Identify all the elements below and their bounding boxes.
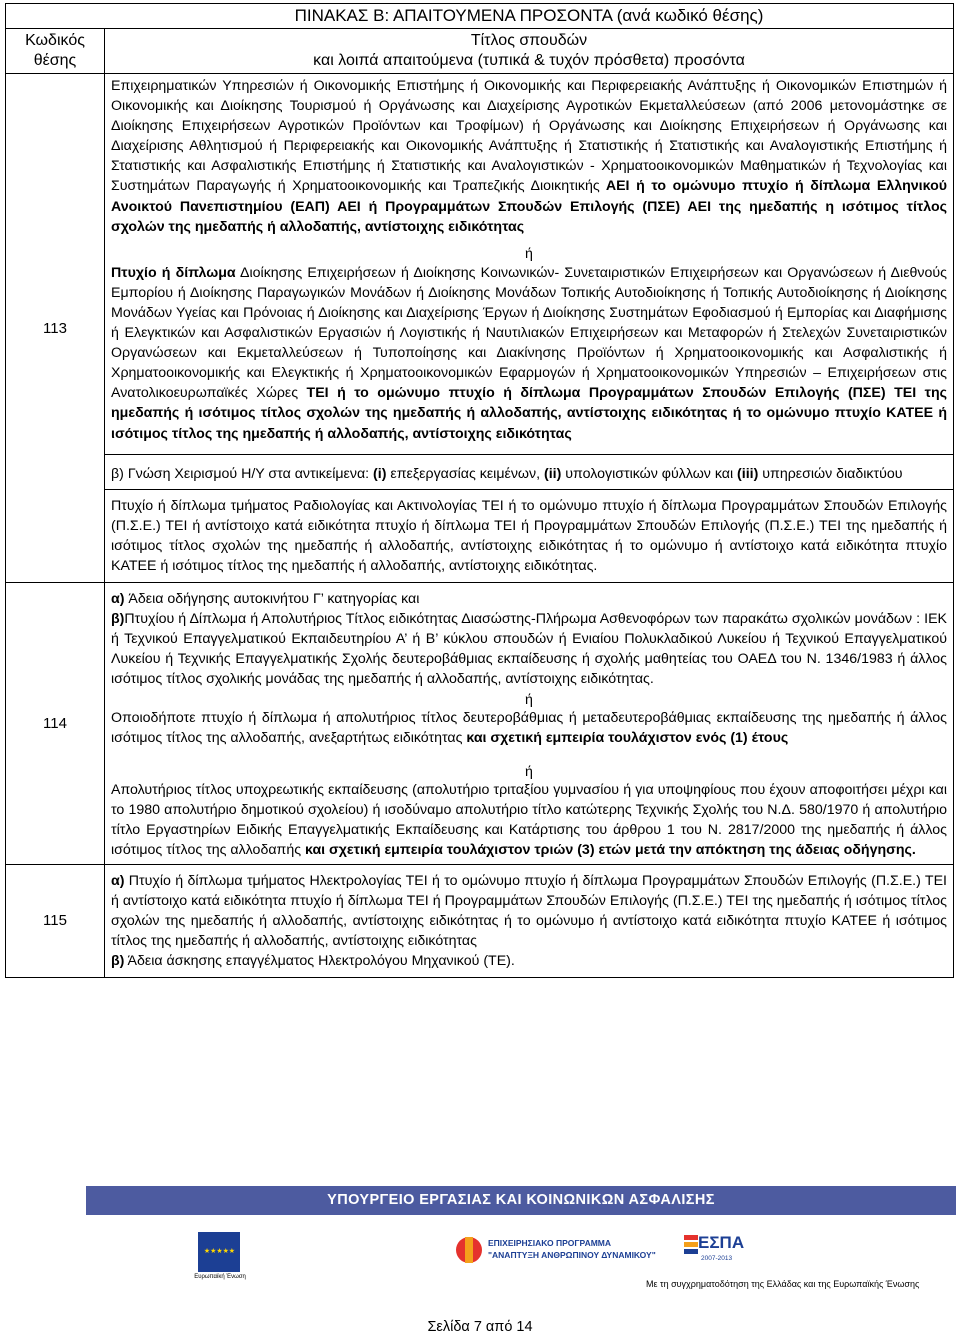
computer-skills-text-3: υπολογιστικών φύλλων και	[561, 465, 738, 482]
eu-flag-icon: ★ ★ ★ ★ ★	[198, 1232, 240, 1272]
requirements-cell	[105, 74, 954, 455]
compulsory-education-requirement	[111, 780, 947, 860]
radiology-degree-requirement: Πτυχίο ή δίπλωμα τμήματος Ραδιολογίας και Ακτινολογίας ΤΕΙ ή το ομώνυμο πτυχίο ή δίπλωμα Προγραμμάτων Σπουδών Επιλογής (Π.Σ.Ε.) ΤΕΙ ή αντίστοιχο κατά ειδικότητα πτυχίο ή δίπλωμα ΤΕΙ ή Προγραμμάτων Σπουδών Επιλογής (Π.Σ.Ε.) ΤΕΙ της ημεδαπής ή ισότιμος τίτλος σχολών της ημεδαπής ή αλλοδαπής, αντίστοιχης ειδικότητας ή το ομώνυμο ή αντίστοιχο κατά ειδικότητα πτυχίο ΚΑΤΕΕ ή ισότιμος τίτλος της ημεδαπής ή αλλοδαπής, αντίστοιχης ειδικότητας.	[111, 497, 947, 574]
item-a-text: Άδεια οδήγησης αυτοκινήτου Γ’ κατηγορίας και	[128, 591, 420, 608]
requirements-cell	[105, 454, 954, 489]
table-row	[6, 74, 954, 455]
position-code: 113	[6, 74, 105, 583]
espa-stripe-icon	[684, 1249, 698, 1254]
compulsory-education-text: Απολυτήριος τίτλος υποχρεωτικής εκπαίδευσης (απολυτήριο τριταξίου γυμνασίου ή για υποψηφίους που έχουν αποφοιτήσει μέχρι και το 1980 απολυτήριο δημοτικού σχολείου) ή ισοδύναμο απολυτήριο τίτλο κατώτερης Τεχνικής Σχολής του Ν.Δ. 580/1970 ή απολυτήριο τίτλο Εργαστηρίων Ειδικής Επαγγελματικής Εκπαίδευσης και Κατάρτισης του άρθρου 1 του Ν. 2817/2000 της ημεδαπής ή άλλος ισότιμος τίτλος της αλλοδαπής	[111, 781, 947, 858]
compulsory-education-bold: και σχετική εμπειρία τουλάχιστον τριών (3) ετών μετά την απόκτηση της άδειας οδήγησης.	[301, 842, 916, 858]
requirements-cell	[105, 865, 954, 977]
table-row	[6, 454, 954, 489]
secondary-education-bold: και σχετική εμπειρία τουλάχιστον ενός (1) έτους	[462, 729, 789, 746]
espa-word: ΕΣΠΑ	[698, 1233, 745, 1252]
column-header-code	[6, 29, 105, 74]
programme-line1: ΕΠΙΧΕΙΡΗΣΙΑΚΟ ΠΡΟΓΡΑΜΜΑ	[488, 1238, 612, 1248]
ministry-title: ΥΠΟΥΡΓΕΙΟ ΕΡΓΑΣΙΑΣ ΚΑΙ ΚΟΙΝΩΝΙΚΩΝ ΑΣΦΑΛΙΣΗΣ	[86, 1186, 956, 1215]
secondary-education-requirement	[111, 708, 947, 748]
column-header-title	[105, 29, 954, 74]
degree-list-tei-lead: Πτυχίο ή δίπλωμα	[111, 264, 236, 281]
or-separator: ή	[525, 691, 533, 708]
degree-list-tei-text: Διοίκησης Επιχειρήσεων ή Διοίκησης Κοινωνικών- Συνεταιριστικών Επιχειρήσεων και Οργανώσεων ή Διεθνούς Εμπορίου ή Διοίκησης Παραγωγικών Μονάδων ή Διοίκησης Μονάδων Τοπικής Αυτοδιοίκησης ή Τοπικής Αυτοδιοίκησης ή Διοίκησης Μονάδων Υγείας και Πρόνοιας ή Διοίκησης και Διαχείρισης Έργων ή Διοίκησης Συστημάτων Εφοδιασμού ή Εμπορίας και Διαφήμισης ή Ελεγκτικών και Ασφαλιστικών Εργασιών ή Λογιστικής ή Ναυτιλιακών Επιχειρήσεων και Μεταφορών ή Στελεχών Συνεταιριστικών Οργανώσεων και Εκμεταλλεύσεων ή Τυποποίησης και Διακίνησης Προϊόντων ή Χρηματοοικονομικής και Ασφαλιστικής ή Χρηματοοικονομικής και Ελεγκτικής ή Χρηματοοικονομικών Εφαρμογών ή Χρηματοοικονομικών Υπηρεσιών – Επιχειρήσεων στις Ανατολικοευρωπαϊκές Χώρες	[111, 264, 947, 402]
column-header-code-text: Κωδικός θέσης	[25, 32, 85, 69]
item-b-marker: β)	[111, 953, 125, 970]
computer-skills-iii: (iii)	[737, 465, 759, 482]
funding-banner	[86, 1186, 956, 1298]
programme-mark-icon	[456, 1237, 482, 1263]
table-row	[6, 489, 954, 582]
position-code: 115	[6, 865, 105, 977]
computer-skills-requirement	[111, 464, 947, 484]
table-row	[6, 865, 954, 977]
table-caption: ΠΙΝΑΚΑΣ Β: ΑΠΑΙΤΟΥΜΕΝΑ ΠΡΟΣΟΝΤΑ (ανά κωδικό θέσης)	[105, 4, 954, 29]
espa-years: 2007-2013	[701, 1255, 733, 1262]
operational-programme-logo	[456, 1235, 656, 1269]
funding-logos	[86, 1215, 956, 1298]
computer-skills-text: β) Γνώση Χειρισμού Η/Υ στα αντικείμενα:	[111, 465, 374, 482]
item-b-text: Πτυχίου ή Δίπλωμα ή Απολυτήριος Τίτλος ειδικότητας Διασώστης-Πλήρωμα Ασθενοφόρων των παρακάτω σχολικών μονάδων : ΙΕΚ ή Τεχνικού Επαγγελματικού Εκπαιδευτηρίου Α’ ή Β’ κύκλου σπουδών ή Ενιαίου Πολυκλαδικού Λυκείου ή Τεχνικού Επαγγελματικού Λυκείου ή Τεχνικής Επαγγελματικής Σχολής δευτεροβάθμιας εκπαίδευσης ή σχολής μαθητείας του ΟΑΕΔ του Ν. 1346/1983 ή άλλος ισότιμος τίτλος σχολικής μονάδας της ημεδαπής ή αλλοδαπής, αντίστοιχης ειδικότητας.	[111, 611, 947, 688]
programme-line2: "ΑΝΑΠΤΥΞΗ ΑΝΘΡΩΠΙΝΟΥ ΔΥΝΑΜΙΚΟΥ"	[488, 1250, 656, 1260]
or-separator: ή	[525, 763, 533, 780]
computer-skills-text-2: επεξεργασίας κειμένων,	[386, 465, 544, 482]
degree-list-aei-bold: ΑΕΙ ή το ομώνυμο πτυχίο ή δίπλωμα Ελληνικού Ανοικτού Πανεπιστημίου (ΕΑΠ) ΑΕΙ ή Προγραμμάτων Σπουδών Επιλογής (ΠΣΕ) ΑΕΙ της ημεδαπής η ισότιμος τίτλος σχολών της ημεδαπής ή αλλοδαπής, αντίστοιχης ειδικότητας	[111, 178, 947, 235]
column-header-title-line2: και λοιπά απαιτούμενα (τυπικά & τυχόν πρόσθετα) προσόντα	[313, 52, 745, 69]
item-b-text: Άδεια άσκησης επαγγέλματος Ηλεκτρολόγου Μηχανικού (ΤΕ).	[124, 953, 515, 970]
computer-skills-i: (i)	[373, 465, 387, 482]
column-header-title-line1: Τίτλος σπουδών	[470, 32, 588, 49]
item-a-marker: α)	[111, 591, 129, 608]
electrical-degree-requirement	[111, 871, 947, 951]
secondary-education-text: Οποιοδήποτε πτυχίο ή δίπλωμα ή απολυτήριος τίτλος δευτεροβάθμιας ή μεταδευτεροβάθμιας εκπαίδευσης της ημεδαπής ή άλλος ισότιμος τίτλος της αλλοδαπής, ανεξαρτήτως ειδικότητας	[111, 709, 947, 746]
driving-license-requirement	[111, 589, 947, 609]
computer-skills-ii: (ii)	[543, 465, 562, 482]
page-number: Σελίδα 7 από 14	[427, 1319, 533, 1335]
item-b-marker: β)	[111, 611, 125, 628]
degree-list-aei-text: Επιχειρηματικών Υπηρεσιών ή Οικονομικής Επιστήμης ή Οικονομικής και Περιφερειακής Ανάπτυξης ή Οικονομικών Επιστημών ή Οικονομικής και Διοίκησης Τουρισμού ή Οργάνωσης και Διαχείρισης Αγροτικών Εκμεταλλεύσεων (από 2006 μετονομάστηκε σε Διοίκησης Επιχειρήσεων Αγροτικών Προϊόντων και Τροφίμων) ή Οργάνωσης και Διοίκησης Επιχειρήσεων ή Οργάνωσης και Διαχείρισης Αθλητισμού ή Περιφερειακής και Οικονομικής Ανάπτυξης ή Στατιστικής ή Στατιστικής και Αναλογιστικής Επιστήμης ή Στατιστικής και Ασφαλιστικής Επιστήμης ή Στατιστικής και Αναλογιστικών - Χρηματοοικονομικών Μαθηματικών ή Τεχνολογίας και Συστημάτων Παραγωγής ή Χρηματοοικονομικής και Τραπεζικής Διοικητικής	[111, 78, 947, 195]
degree-list-tei-bold: ΤΕΙ ή το ομώνυμο πτυχίο ή δίπλωμα Προγραμμάτων Σπουδών Επιλογής (ΠΣΕ) ΤΕΙ της ημεδαπής ή ισότιμος τίτλος σχολών της ημεδαπής ή αλλοδαπής, αντίστοιχης ειδικότητας ή το ομώνυμο πτυχίο ΚΑΤΕΕ ή ισότιμος τίτλος της ημεδαπής ή αλλοδαπής, αντίστοιχης ειδικότητας	[111, 385, 947, 442]
degree-list-tei	[111, 263, 947, 444]
espa-stripe-icon	[684, 1242, 698, 1247]
computer-skills-text-4: υπηρεσιών διαδικτύου	[758, 465, 903, 482]
degree-list-aei	[111, 76, 947, 237]
requirements-table	[5, 3, 954, 978]
eu-caption: Ευρωπαϊκή Ένωση	[194, 1274, 246, 1280]
espa-logo	[684, 1231, 745, 1275]
item-a-marker: α)	[111, 873, 125, 890]
caption-left-spacer	[6, 4, 105, 29]
cofinancing-note: Με τη συγχρηματοδότηση της Ελλάδας και της Ευρωπαϊκής Ένωσης	[646, 1279, 920, 1289]
table-row	[6, 583, 954, 865]
requirements-cell	[105, 583, 954, 865]
or-separator: ή	[525, 245, 533, 262]
requirements-cell	[105, 489, 954, 582]
item-a-text: Πτυχίο ή δίπλωμα τμήματος Ηλεκτρολογίας ΤΕΙ ή το ομώνυμο πτυχίο ή δίπλωμα Προγραμμάτων Σπουδών Επιλογής (Π.Σ.Ε.) ΤΕΙ ή αντίστοιχο κατά ειδικότητα πτυχίο ή δίπλωμα ΤΕΙ ή Προγραμμάτων Σπουδών Επιλογής (Π.Σ.Ε.) ΤΕΙ της ημεδαπής ή ισότιμος τίτλος σχολών της ημεδαπής ή αλλοδαπής, αντίστοιχης ειδικότητας ή το ομώνυμο ή αντίστοιχο κατά ειδικότητα πτυχίο ΚΑΤΕΕ ή ισότιμος τίτλος της ημεδαπής ή αλλοδαπής, αντίστοιχης ειδικότητας	[111, 873, 947, 950]
electrician-license-requirement	[111, 951, 947, 971]
position-code: 114	[6, 583, 105, 865]
espa-stripe-icon	[684, 1235, 698, 1240]
paramedic-degree-requirement	[111, 609, 947, 689]
